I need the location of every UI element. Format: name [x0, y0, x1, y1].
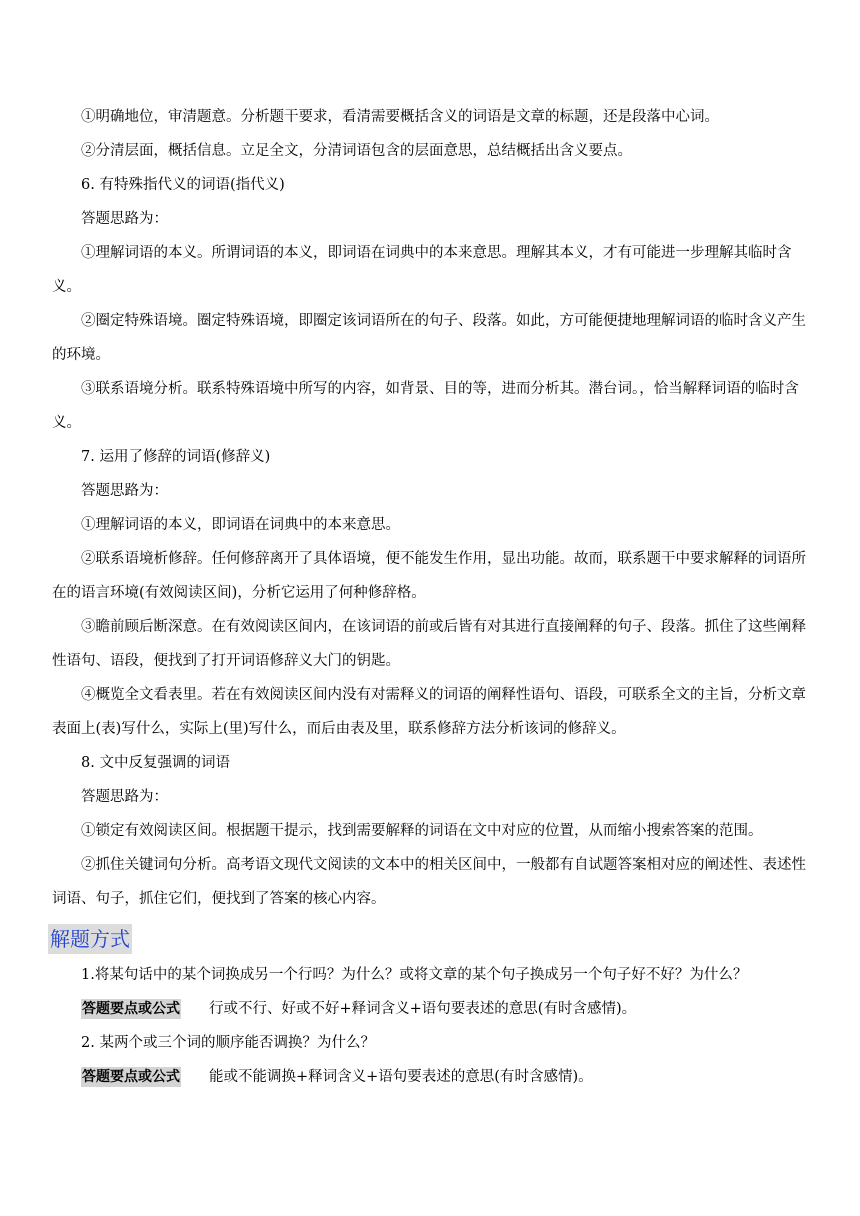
paragraph: ①锁定有效阅读区间。根据题干提示，找到需要解释的词语在文中对应的位置，从而缩小搜索答案的范围。: [81, 823, 763, 839]
paragraph: ③瞻前顾后断深意。在有效阅读区间内，在该词语的前或后皆有对其进行直接阐释的句子、段落。抓住了这些阐释性语句、语段，便找到了打开词语修辞义大门的钥匙。: [52, 619, 806, 669]
answer-tag: 答题要点或公式: [82, 1001, 180, 1017]
paragraph: ②联系语境析修辞。任何修辞离开了具体语境，便不能发生作用，显出功能。故而，联系题干中要求解释的词语所在的语言环境(有效阅读区间)，分析它运用了何种修辞格。: [52, 551, 806, 601]
paragraph: ②抓住关键词句分析。高考语文现代文阅读的文本中的相关区间中，一般都有自试题答案相对应的阐述性、表述性词语、句子，抓住它们，便找到了答案的核心内容。: [52, 857, 806, 907]
item-heading: 8. 文中反复强调的词语: [81, 755, 230, 771]
answer-tag: 答题要点或公式: [82, 1069, 180, 1085]
answer-row: [52, 1060, 810, 1094]
paragraph-label: 答题思路为：: [81, 211, 168, 227]
question-text: 2. 某两个或三个词的顺序能否调换？为什么？: [81, 1035, 375, 1051]
paragraph: ①理解词语的本义，即词语在词典中的本来意思。: [81, 517, 400, 533]
paragraph-label: 答题思路为：: [81, 483, 168, 499]
paragraph: ①明确地位，审清题意。分析题干要求，看清需要概括含义的词语是文章的标题，还是段落中心词。: [81, 109, 719, 125]
question-text: 1.将某句话中的某个词换成另一个行吗？为什么？或将文章的某个句子换成另一个句子好不好？为什么？: [81, 967, 748, 983]
document-page: [52, 100, 810, 1094]
paragraph: ①理解词语的本义。所谓词语的本义，即词语在词典中的本来意思。理解其本义，才有可能进一步理解其临时含义。: [52, 245, 792, 295]
section-title: 解题方式: [48, 924, 132, 954]
paragraph: ②分清层面，概括信息。立足全文，分清词语包含的层面意思，总结概括出含义要点。: [81, 143, 632, 159]
item-heading: 6. 有特殊指代义的词语(指代义): [81, 177, 285, 193]
paragraph: ③联系语境分析。联系特殊语境中所写的内容，如背景、目的等，进而分析其。潜台词。，恰当解释词语的临时含义。: [52, 381, 799, 431]
answer-text: 行或不行、好或不好+释词含义+语句要表述的意思(有时含感情)。: [209, 1001, 637, 1017]
paragraph-label: 答题思路为：: [81, 789, 168, 805]
item-heading: 7. 运用了修辞的词语(修辞义): [81, 449, 271, 465]
answer-row: [52, 992, 810, 1026]
answer-text: 能或不能调换+释词含义+语句要表述的意思(有时含感情)。: [209, 1069, 593, 1085]
paragraph: ②圈定特殊语境。圈定特殊语境，即圈定该词语所在的句子、段落。如此，方可能便捷地理解词语的临时含义产生的环境。: [52, 313, 806, 363]
paragraph: ④概览全文看表里。若在有效阅读区间内没有对需释义的词语的阐释性语句、语段，可联系全文的主旨，分析文章表面上(表)写什么，实际上(里)写什么，而后由表及里，联系修辞方法分析该词的修辞义。: [52, 687, 806, 737]
